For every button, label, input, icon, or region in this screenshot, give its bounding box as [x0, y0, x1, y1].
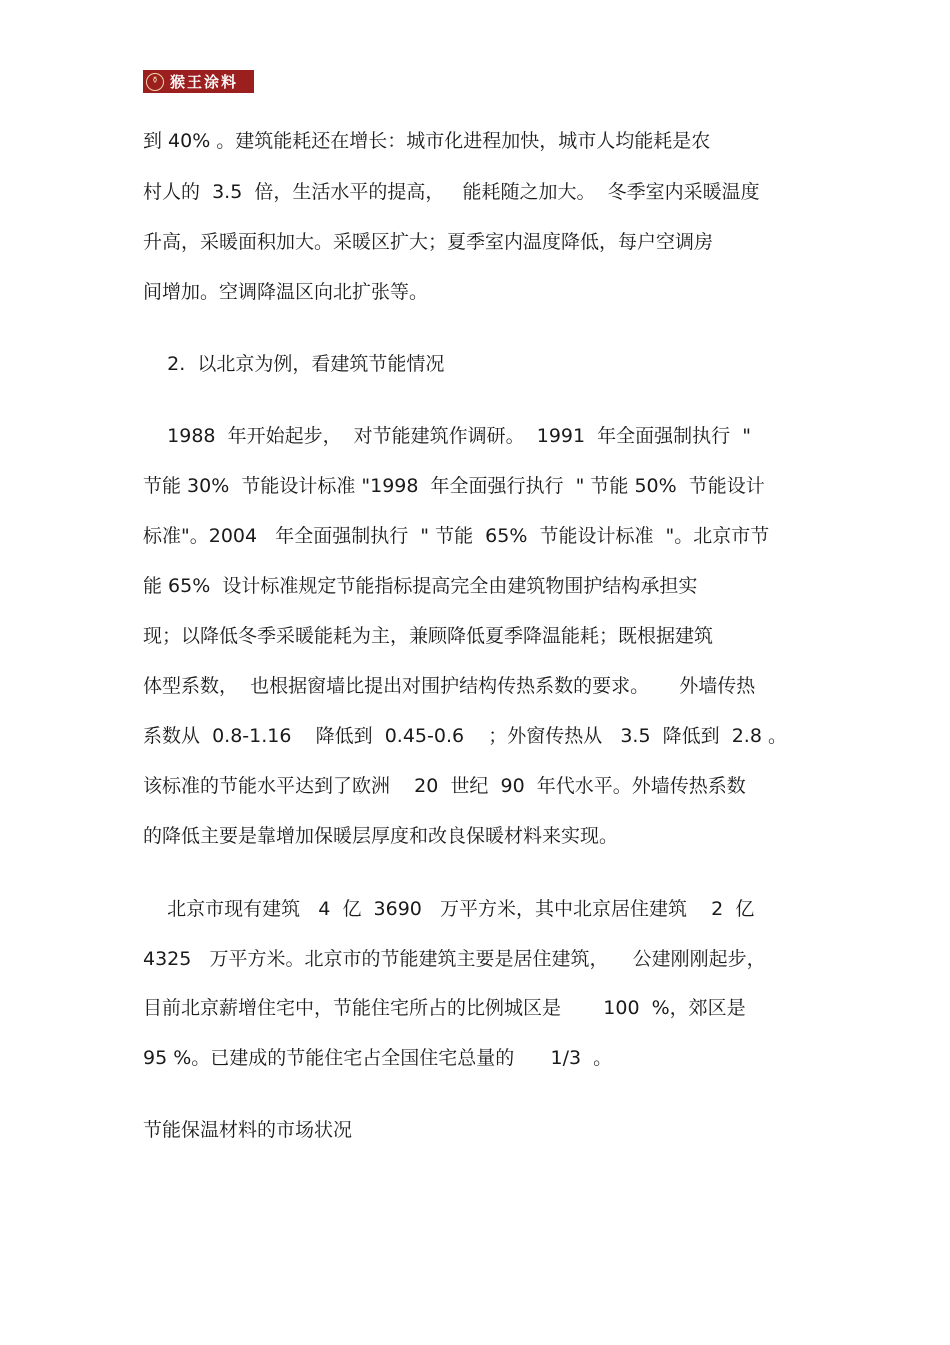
text-line: 4325 万平方米。北京市的节能建筑主要是居住建筑， 公建刚刚起步， — [143, 948, 766, 970]
text-line: 能 65% 设计标准规定节能指标提高完全由建筑物围护结构承担实 — [143, 575, 698, 597]
logo-emblem-icon: ⚱ — [146, 73, 164, 91]
text-line: 节能 30% 节能设计标准 "1998 年全面强行执行 " 节能 50% 节能设计 — [143, 475, 765, 497]
text-line: 体型系数， 也根据窗墙比提出对围护结构传热系数的要求。 外墙传热 — [143, 675, 756, 697]
logo-text: 猴王涂料 — [170, 73, 239, 91]
text-line: 北京市现有建筑 4 亿 3690 万平方米，其中北京居住建筑 2 亿 — [143, 898, 755, 920]
text-line: 95 %。已建成的节能住宅占全国住宅总量的 1/3 。 — [143, 1047, 613, 1069]
text-line: 间增加。空调降温区向北扩张等。 — [143, 281, 429, 303]
text-line: 1988 年开始起步， 对节能建筑作调研。 1991 年全面强制执行 " — [143, 425, 752, 447]
text-line: 目前北京薪增住宅中，节能住宅所占的比例城区是 100 %，郊区是 — [143, 997, 746, 1019]
text-line: 系数从 0.8-1.16 降低到 0.45-0.6 ；外窗传热从 3.5 降低到 2.8 。 — [143, 725, 787, 747]
section-heading: 节能保温材料的市场状况 — [143, 1119, 353, 1141]
text-line: 到 40% 。建筑能耗还在增长：城市化进程加快，城市人均能耗是农 — [143, 130, 711, 152]
text-line: 标准"。2004 年全面强制执行 " 节能 65% 节能设计标准 "。北京市节 — [143, 525, 770, 547]
company-logo — [143, 70, 254, 93]
text-line: 的降低主要是靠增加保暖层厚度和改良保暖材料来实现。 — [143, 825, 619, 847]
text-line: 现；以降低冬季采暖能耗为主，兼顾降低夏季降温能耗；既根据建筑 — [143, 625, 714, 647]
text-line: 升高，采暖面积加大。采暖区扩大；夏季室内温度降低，每户空调房 — [143, 231, 714, 253]
text-line: 该标准的节能水平达到了欧洲 20 世纪 90 年代水平。外墙传热系数 — [143, 775, 746, 797]
section-heading: 2. 以北京为例，看建筑节能情况 — [143, 353, 445, 375]
text-line: 村人的 3.5 倍，生活水平的提高， 能耗随之加大。 冬季室内采暖温度 — [143, 181, 760, 203]
